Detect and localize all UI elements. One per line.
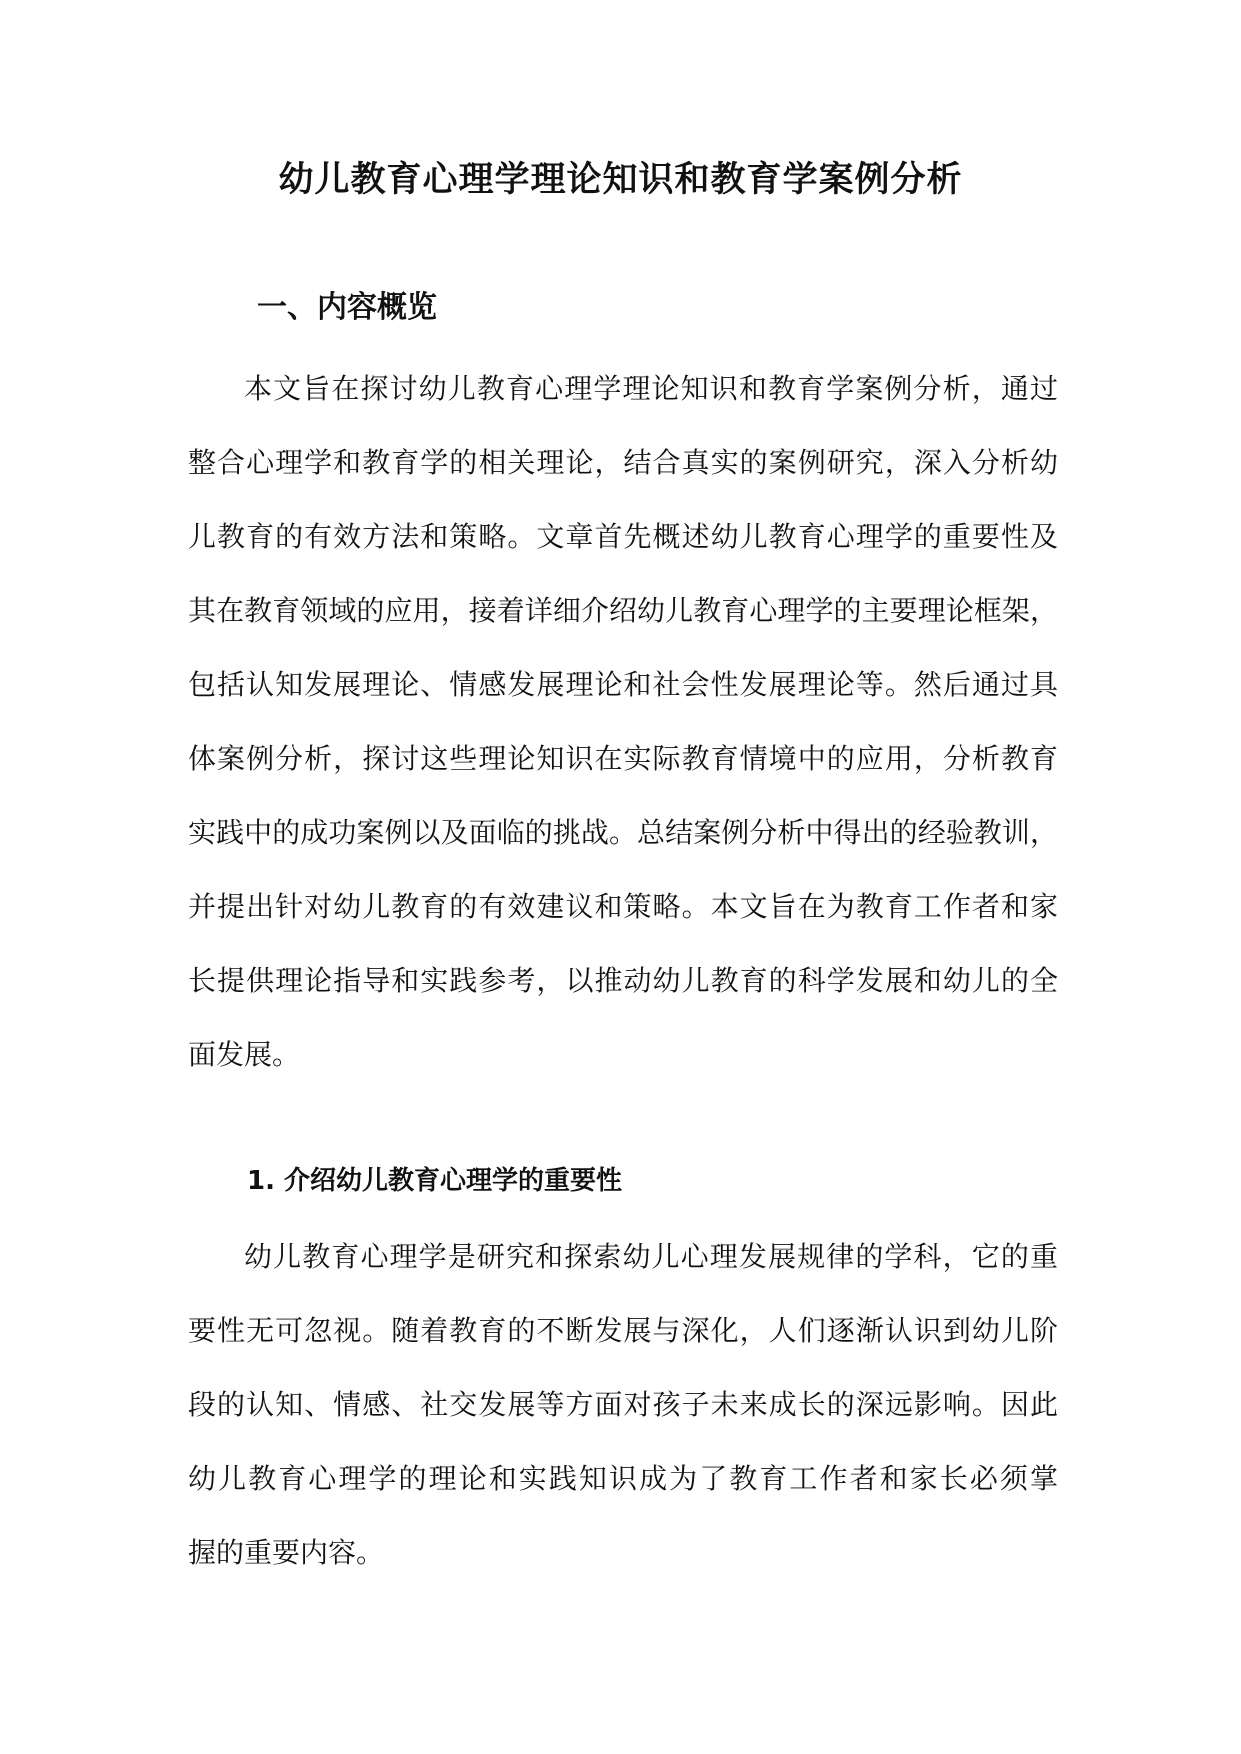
paragraph-line: 幼儿教育心理学是研究和探索幼儿心理发展规律的学科，它的重 (244, 1240, 1058, 1273)
importance-paragraph (188, 1220, 1058, 1590)
paragraph-line: 其在教育领域的应用，接着详细介绍幼儿教育心理学的主要理论框架， (188, 594, 1058, 627)
overview-paragraph (188, 352, 1058, 1092)
paragraph-line: 包括认知发展理论、情感发展理论和社会性发展理论等。然后通过具 (188, 668, 1058, 701)
paragraph-line: 并提出针对幼儿教育的有效建议和策略。本文旨在为教育工作者和家 (188, 890, 1058, 923)
paragraph-line: 本文旨在探讨幼儿教育心理学理论知识和教育学案例分析，通过 (244, 372, 1058, 405)
paragraph-line: 儿教育的有效方法和策略。文章首先概述幼儿教育心理学的重要性及 (188, 520, 1058, 553)
paragraph-line: 整合心理学和教育学的相关理论，结合真实的案例研究，深入分析幼 (188, 446, 1058, 479)
subsection-heading-importance: 1. 介绍幼儿教育心理学的重要性 (247, 1166, 623, 1196)
paragraph-line: 要性无可忽视。随着教育的不断发展与深化，人们逐渐认识到幼儿阶 (188, 1314, 1058, 1347)
paragraph-line: 面发展。 (188, 1038, 301, 1071)
paragraph-line: 实践中的成功案例以及面临的挑战。总结案例分析中得出的经验教训， (188, 816, 1058, 849)
paragraph-line: 握的重要内容。 (188, 1536, 385, 1569)
paragraph-line: 长提供理论指导和实践参考，以推动幼儿教育的科学发展和幼儿的全 (188, 964, 1058, 997)
paragraph-line: 段的认知、情感、社交发展等方面对孩子未来成长的深远影响。因此 (188, 1388, 1058, 1421)
document-title: 幼儿教育心理学理论知识和教育学案例分析 (278, 160, 963, 200)
paragraph-line: 幼儿教育心理学的理论和实践知识成为了教育工作者和家长必须掌 (188, 1462, 1058, 1495)
paragraph-line: 体案例分析，探讨这些理论知识在实际教育情境中的应用，分析教育 (188, 742, 1058, 775)
section-heading-overview: 一、内容概览 (257, 290, 437, 325)
